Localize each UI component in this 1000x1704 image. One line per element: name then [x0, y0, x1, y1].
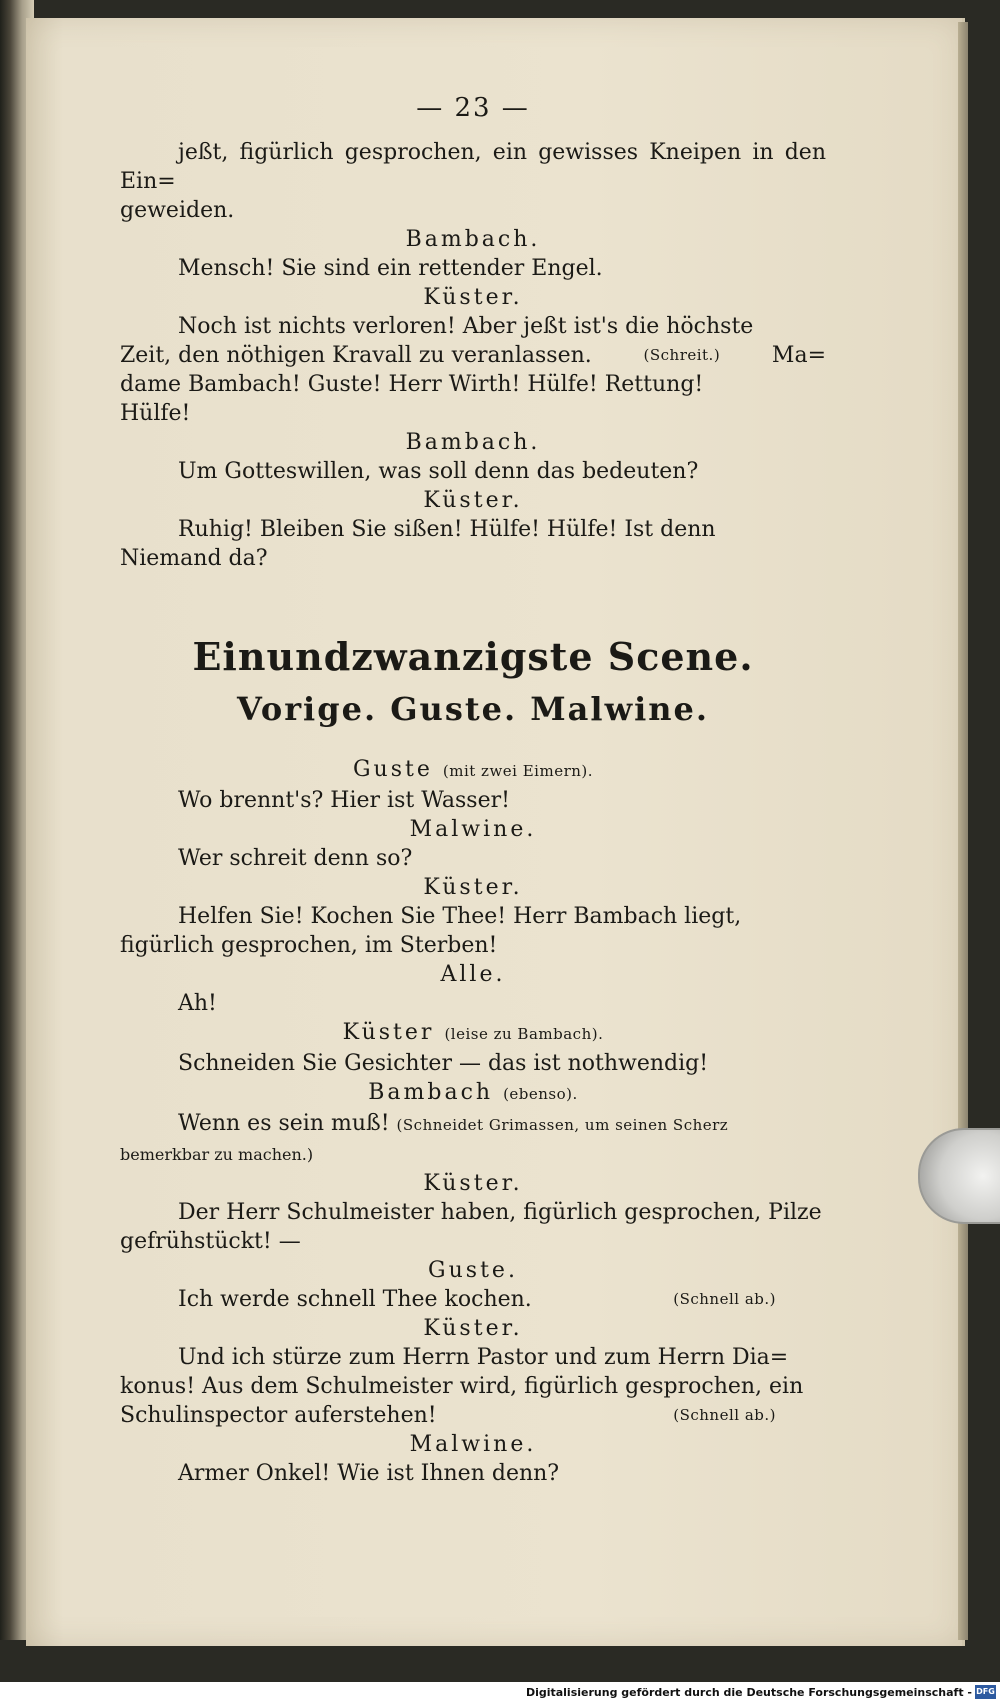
dialog-line [120, 1109, 826, 1140]
scanner-clamp [918, 1128, 1000, 1224]
stage-direction: (Schnell ab.) [673, 1406, 776, 1424]
dialog-line: Niemand da? [120, 546, 268, 571]
dfg-logo: DFG [975, 1685, 996, 1699]
speaker-name: Küster. [423, 875, 523, 900]
speaker-name: Malwine. [409, 1432, 537, 1457]
page-text [120, 88, 826, 1488]
dialog-line: Wo brennt's? Hier ist Wasser! [178, 788, 510, 813]
dialog-line: jeßt, figürlich gesprochen, ein gewisses Kneipen in den Ein= [120, 140, 826, 194]
scan-background [0, 1646, 1000, 1682]
dialog-text: Ich werde schnell Thee kochen. [178, 1287, 532, 1312]
stage-direction: (mit zwei Eimern). [442, 762, 594, 780]
dialog-text: Schulinspector auferstehen! [120, 1403, 437, 1428]
stage-direction: (Schnell ab.) [673, 1290, 776, 1308]
dialog-line: gefrühstückt! — [120, 1229, 301, 1254]
speaker-name: Bambach [368, 1080, 494, 1105]
dialog-line: Noch ist nichts verloren! Aber jeßt ist's die höchste [178, 314, 754, 339]
dialog-line: Der Herr Schulmeister haben, figürlich gesprochen, Pilze [178, 1200, 822, 1225]
dialog-line: Ruhig! Bleiben Sie sißen! Hülfe! Hülfe! Ist denn [178, 517, 716, 542]
speaker-name: Alle. [440, 962, 506, 987]
dialog-text: Wenn es sein muß! [178, 1111, 390, 1136]
stage-direction: (Schneidet Grimassen, um seinen Scherz [396, 1116, 729, 1134]
dialog-text: Zeit, den nöthigen Kravall zu veranlassen. [120, 343, 592, 368]
speaker-name: Bambach. [405, 227, 541, 252]
speaker-line [120, 1078, 826, 1109]
scene-cast: Vorige. Guste. Malwine. [236, 690, 710, 728]
speaker-name: Bambach. [405, 430, 541, 455]
dialog-line: dame Bambach! Guste! Herr Wirth! Hülfe! Rettung! [120, 372, 704, 397]
dialog-line: Armer Onkel! Wie ist Ihnen denn? [178, 1461, 560, 1486]
stage-direction: (ebenso). [503, 1085, 578, 1103]
stage-direction: bemerkbar zu machen.) [120, 1145, 314, 1164]
dialog-line: figürlich gesprochen, im Sterben! [120, 933, 498, 958]
speaker-name: Küster. [423, 488, 523, 513]
page-stack-edge [958, 22, 968, 1640]
funding-credit: Digitalisierung gefördert durch die Deutsche Forschungsgemeinschaft - [525, 1686, 972, 1699]
speaker-name: Küster [342, 1020, 435, 1045]
dialog-line: Hülfe! [120, 401, 191, 426]
page-number: — 23 — [416, 93, 530, 123]
dialog-line: Um Gotteswillen, was soll denn das bedeuten? [178, 459, 699, 484]
dialog-line: Schneiden Sie Gesichter — das ist nothwendig! [178, 1051, 709, 1076]
dialog-line: Wer schreit denn so? [178, 846, 413, 871]
dialog-line: Mensch! Sie sind ein rettender Engel. [178, 256, 603, 281]
speaker-name: Guste. [428, 1258, 518, 1283]
dialog-line: konus! Aus dem Schulmeister wird, figürlich gesprochen, ein [120, 1374, 804, 1399]
speaker-name: Küster. [423, 285, 523, 310]
speaker-name: Küster. [423, 1316, 523, 1341]
scene-title: Einundzwanzigste Scene. [192, 634, 754, 679]
dialog-line: Und ich stürze zum Herrn Pastor und zum Herrn Dia= [178, 1345, 789, 1370]
dialog-text: Ma= [771, 343, 826, 368]
speaker-line [120, 1018, 826, 1049]
speaker-name: Guste [352, 757, 433, 782]
speaker-name: Malwine. [409, 817, 537, 842]
speaker-name: Küster. [423, 1171, 523, 1196]
dialog-line [120, 1285, 826, 1314]
dialog-line [120, 1401, 826, 1430]
speaker-line [120, 755, 826, 786]
dialog-line: geweiden. [120, 198, 235, 223]
stage-direction: (leise zu Bambach). [444, 1025, 604, 1043]
stage-direction: (Schreit.) [643, 346, 721, 364]
dialog-line [120, 341, 826, 370]
dialog-line: Helfen Sie! Kochen Sie Thee! Herr Bambach liegt, [178, 904, 742, 929]
dialog-line: Ah! [178, 991, 217, 1016]
